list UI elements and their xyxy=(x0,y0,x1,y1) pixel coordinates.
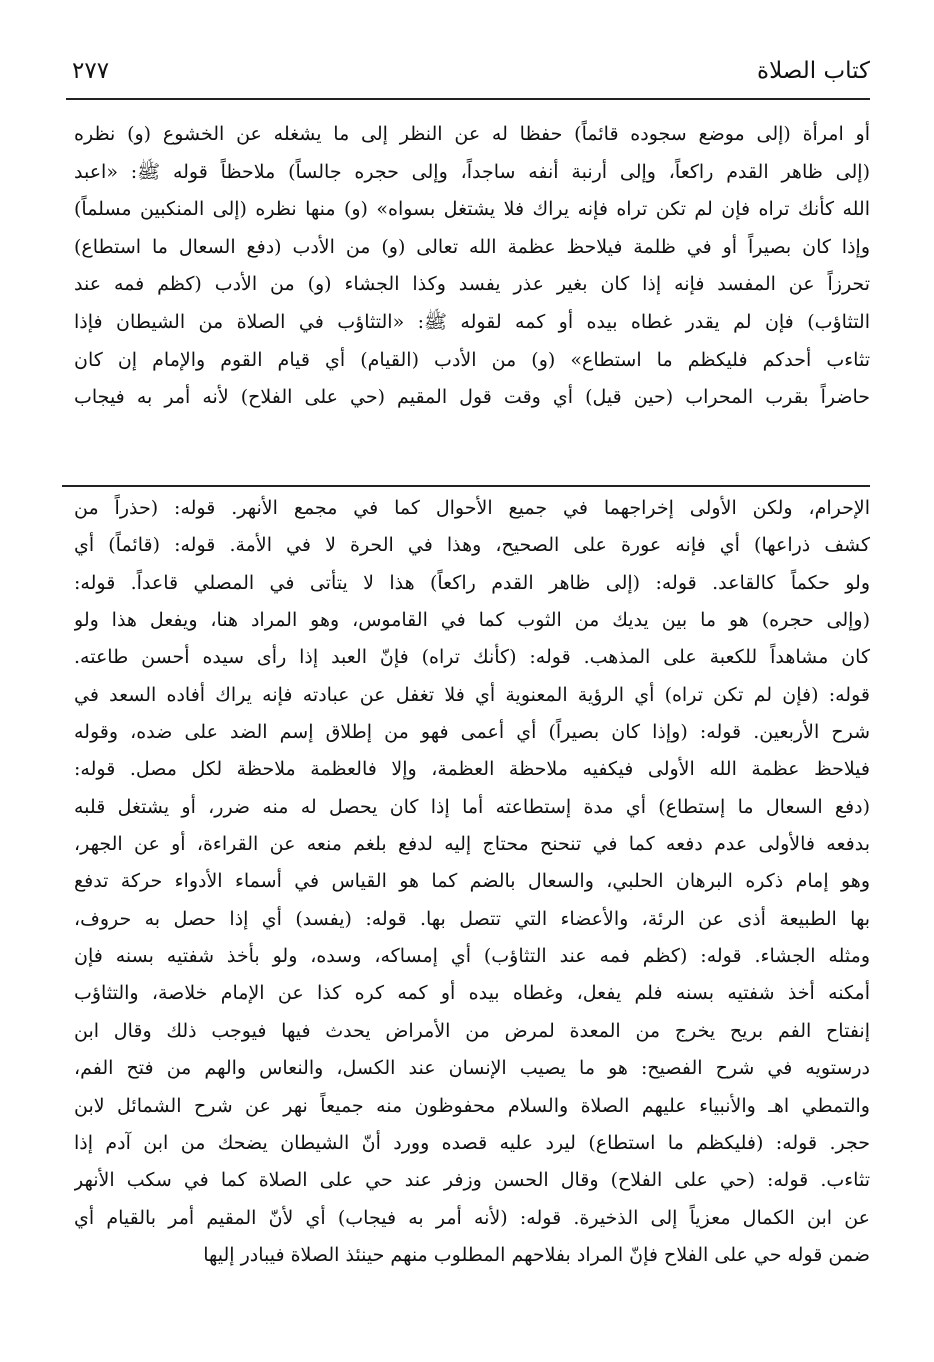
footnote-line: (دفع السعال ما إستطاع) أي مدة إستطاعته أما إذا كان يحصل له منه ضرر، أو يشتغل قلبه xyxy=(74,795,870,818)
main-text xyxy=(74,116,870,417)
footnote-line: ضمن قوله حي على الفلاح فإنّ المراد بفلاحهم المطلوب منهم حينئذ الصلاة فيبادر إليها xyxy=(203,1243,870,1266)
footnote-text xyxy=(74,490,870,1274)
footnote-line: (وإلى حجره) هو ما بين يديك من الثوب كما في القاموس، وهو المراد هنا، ويفعل هذا ولو xyxy=(74,609,870,632)
footnote-line: قوله: (فإن لم تكن تراه) أي الرؤية المعنوية أي فلا تغفل عن عبادته فإنه يراك أفاده السعد في xyxy=(74,683,870,706)
footnote-line: فيلاحظ عظمة الله الأولى فيكفيه ملاحظة العظمة، وإلا فالعظمة ملاحظة لكل مصل. قوله: xyxy=(74,758,870,781)
footnote-line: الإحرام، ولكن الأولى إخراجهما في جميع الأحوال كما في مجمع الأنهر. قوله: (حذراً من xyxy=(74,497,870,519)
main-line: حاضراً بقرب المحراب (حين قيل) أي وقت قول المقيم (حي على الفلاح) لأنه أمر به فيجاب xyxy=(74,386,870,409)
footnote-line: شرح الأربعين. قوله: (وإذا كان بصيراً) أي أعمى فهو من إطلاق إسم الضد على ضده، وقوله xyxy=(74,721,870,744)
main-line: وإذا كان بصيراً أو في ظلمة فيلاحظ عظمة الله تعالى (و) من الأدب (دفع السعال ما استطاع) xyxy=(74,235,870,258)
header-rule xyxy=(66,98,870,100)
footnote-line: بدفعه فالأولى عدم دفعه كما في تنحنح محتاج إليه لدفع بلغم منعه عن القراءة، أو عن الجهر، xyxy=(74,833,870,856)
footnote-line: حجر. قوله: (فليكظم ما استطاع) ليرد عليه قصده وورد أنّ الشيطان يضحك من ابن آدم إذا xyxy=(74,1131,870,1154)
running-header xyxy=(72,52,870,96)
footnote-line: والتمطي اهـ والأنبياء عليهم الصلاة والسلام محفوظون منه جميعاً نهر عن شرح الشمائل لابن xyxy=(74,1094,870,1117)
main-line: تثاءب أحدكم فليكظم ما استطاع» (و) من الأدب (القيام) أي قيام القوم والإمام إن كان xyxy=(74,348,870,371)
footnote-line: وهو إمام ذكره البرهان الحلبي، والسعال بالضم كما هو القياس في أسماء الأدواء حركة تدفع xyxy=(74,870,870,893)
footnote-line: عن ابن الكمال معزياً إلى الذخيرة. قوله: (لأنه أمر به فيجاب) أي لأنّ المقيم أمر بالقيام أي xyxy=(74,1206,870,1229)
footnote-line: ومثله الجشاء. قوله: (كظم فمه عند التثاؤب) أي إمساكه، وسده، ولو بأخذ شفتيه بسنه فإن xyxy=(74,945,870,968)
main-line: تحرزاً عن المفسد فإنه إذا كان بغير عذر يفسد وكذا الجشاء (و) من الأدب (كظم فمه عند xyxy=(74,273,870,296)
main-line: الله كأنك تراه فإن لم تكن تراه فإنه يراك فلا يشتغل بسواه» (و) منها نظره (إلى المنكبين مسلماً) xyxy=(74,198,870,221)
footnote-line: درستويه في شرح الفصيح: هو ما يصيب الإنسان عند الكسل، والنعاس والهم من فتح الفم، xyxy=(74,1057,870,1080)
footnote-line: كان مشاهداً للكعبة على المذهب. قوله: (كأنك تراه) فإنّ العبد إذا رأى سيده أحسن طاعته. xyxy=(74,646,870,669)
footnote-line: تثاءب. قوله: (حي على الفلاح) وقال الحسن وزفر عند حي على الصلاة كما في سكب الأنهر xyxy=(74,1169,870,1192)
main-line: أو امرأة (إلى موضع سجوده قائماً) حفظا له عن النظر إلى ما يشغله عن الخشوع (و) نظره xyxy=(74,123,870,145)
footnote-line: إنفتاح الفم بريح يخرج من المعدة لمرض من الأمراض يحدث فيها فيوجب ذلك وقال ابن xyxy=(74,1019,870,1042)
page-number: ٢٧٧ xyxy=(72,58,110,84)
footnote-line: أمكنه أخذ شفتيه بسنه فلم يفعل، وغطاه بيده أو كمه كره كذا عن الإمام خلاصة، والتثاؤب xyxy=(74,982,870,1005)
footnote-line: بها الطبيعة أذى عن الرئة، والأعضاء التي تتصل بها. قوله: (يفسد) أي إذا حصل به حروف، xyxy=(74,907,870,930)
main-line: (إلى ظاهر القدم راكعاً، وإلى أرنبة أنفه ساجداً، وإلى حجره جالساً) ملاحظاً قوله ﷺ: «اعبد xyxy=(74,160,870,183)
footnote-separator xyxy=(62,485,870,487)
main-line: التثاؤب) فإن لم يقدر غطاه بيده أو كمه لقوله ﷺ: «التثاؤب في الصلاة من الشيطان فإذا xyxy=(74,310,870,333)
chapter-title: كتاب الصلاة xyxy=(757,58,870,84)
footnote-line: كشف ذراعها) أي فإنه عورة على الصحيح، وهذا في الحرة لا في الأمة. قوله: (قائماً) أي xyxy=(74,534,870,557)
footnote-line: ولو حكماً كالقاعد. قوله: (إلى ظاهر القدم راكعاً) هذا لا يتأتى في المصلي قاعداً. قوله: xyxy=(74,571,870,594)
